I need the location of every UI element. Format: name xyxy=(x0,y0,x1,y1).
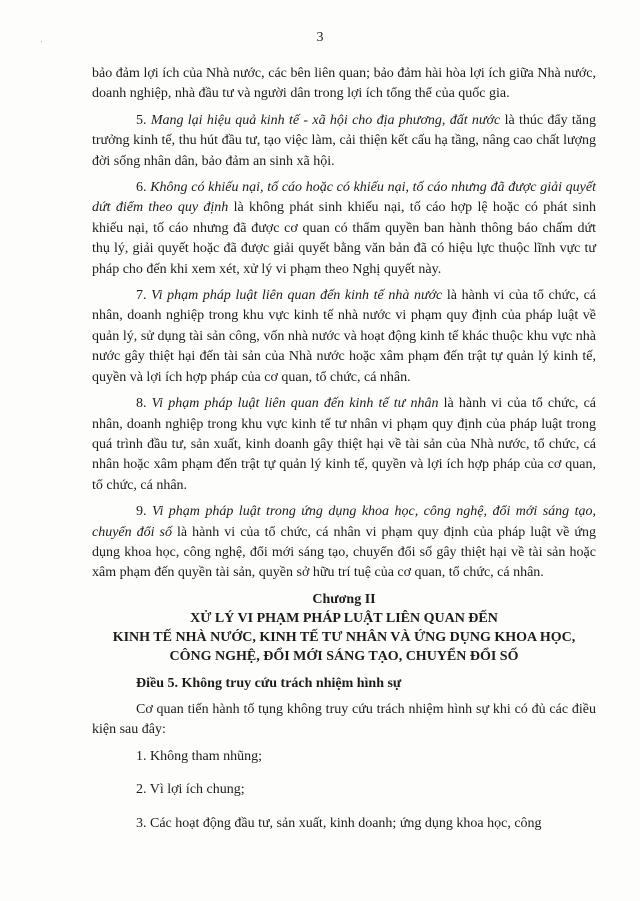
clause-9 xyxy=(92,502,596,584)
clause-number: 9. xyxy=(136,504,147,520)
chapter-title-line: KINH TẾ NHÀ NƯỚC, KINH TẾ TƯ NHÂN VÀ ỨNG DỤNG KHOA HỌC, xyxy=(112,630,576,646)
clause-5 xyxy=(92,111,596,172)
clause-term: Vi phạm pháp luật trong ứng dụng khoa học, công nghệ, đổi mới sáng tạo, chuyển đổi số xyxy=(92,504,596,540)
article-heading: Điều 5. Không truy cứu trách nhiệm hình sự xyxy=(136,675,402,691)
list-item: 1. Không tham nhũng; xyxy=(136,748,262,764)
clause-text: là thúc đẩy tăng trưởng kinh tế, thu hút đầu tư, tạo việc làm, cải thiện kết cấu hạ tầng, nâng cao chất lượng đời sống nhân dân, bảo đảm an sinh xã hội. xyxy=(92,112,597,169)
clause-term: Không có khiếu nại, tố cáo hoặc có khiếu nại, tố cáo nhưng đã được giải quyết dứt điểm theo quy định xyxy=(92,180,597,216)
clause-text: là không phát sinh khiếu nại, tố cáo hợp lệ hoặc có phát sinh khiếu nại, tố cáo nhưng đã được cơ quan có thẩm quyền ban hành thông báo chấm dứt thụ lý, giải quyết hoặc đã được giải quyết bằng văn bản đã có hiệu lực thuộc lĩnh vực tư pháp cho đến khi xem xét, xử lý vi phạm theo Nghị quyết này. xyxy=(92,200,596,277)
chapter-title-line: XỬ LÝ VI PHẠM PHÁP LUẬT LIÊN QUAN ĐẾN xyxy=(190,610,498,626)
clause-number: 7. xyxy=(136,288,147,304)
chapter-heading xyxy=(92,590,596,667)
clause-6 xyxy=(92,178,596,280)
clause-number: 5. xyxy=(136,112,147,128)
chapter-label: Chương II xyxy=(312,591,376,607)
clause-7 xyxy=(92,286,596,388)
page-number: 3 xyxy=(316,30,324,45)
document-body xyxy=(92,64,596,847)
scan-mark: ' xyxy=(41,41,43,47)
clause-term: Mang lại hiệu quả kinh tế - xã hội cho địa phương, đất nước xyxy=(150,112,501,128)
clause-number: 6. xyxy=(136,180,147,196)
clause-text: là hành vi của tổ chức, cá nhân, doanh nghiệp trong khu vực kinh tế tư nhân vi phạm quy định của pháp luật trong quá trình đầu tư, sản xuất, kinh doanh gây thiệt hại về tài sản của Nhà nước, tổ chức, cá nhân hoặc xâm phạm đến trật tự quản lý kinh tế, quyền và lợi ích hợp pháp của cơ quan, tổ chức, cá nhân. xyxy=(92,396,597,493)
list-item: 3. Các hoạt động đầu tư, sản xuất, kinh doanh; ứng dụng khoa học, công xyxy=(136,815,542,831)
clause-8 xyxy=(92,394,596,496)
chapter-title-line: CÔNG NGHỆ, ĐỔI MỚI SÁNG TẠO, CHUYỂN ĐỔI SỐ xyxy=(169,649,519,665)
clause-text: là hành vi của tổ chức, cá nhân vi phạm quy định của pháp luật về ứng dụng khoa học, công nghệ, đổi mới sáng tạo, chuyển đổi số gây thiệt hại về tài sản hoặc xâm phạm đến quyền tài sản, quyền sở hữu trí tuệ của cơ quan, tổ chức, cá nhân. xyxy=(92,524,596,581)
clause-term: Vi phạm pháp luật liên quan đến kinh tế nhà nước xyxy=(151,288,443,304)
clause-term: Vi phạm pháp luật liên quan đến kinh tế tư nhân xyxy=(151,396,439,412)
article-intro: Cơ quan tiến hành tố tụng không truy cứu trách nhiệm hình sự khi có đủ các điều kiện sau đây: xyxy=(92,701,596,738)
list-item: 2. Vì lợi ích chung; xyxy=(136,782,245,798)
clause-text: là hành vi của tổ chức, cá nhân, doanh nghiệp trong khu vực kinh tế nhà nước vi phạm quy định của pháp luật về quản lý, sử dụng tài sản công, vốn nhà nước và hoạt động kinh tế khác thuộc khu vực nhà nước gây thiệt hại đến tài sản của Nhà nước hoặc xâm phạm đến trật tự quản lý kinh tế, quyền và lợi ích hợp pháp của cơ quan, tổ chức, cá nhân. xyxy=(92,288,597,385)
clause-number: 8. xyxy=(136,396,147,412)
paragraph-continuation: bảo đảm lợi ích của Nhà nước, các bên liên quan; bảo đảm hài hòa lợi ích giữa Nhà nước, doanh nghiệp, nhà đầu tư và người dân trong lợi ích tổng thể của quốc gia. xyxy=(92,66,596,102)
